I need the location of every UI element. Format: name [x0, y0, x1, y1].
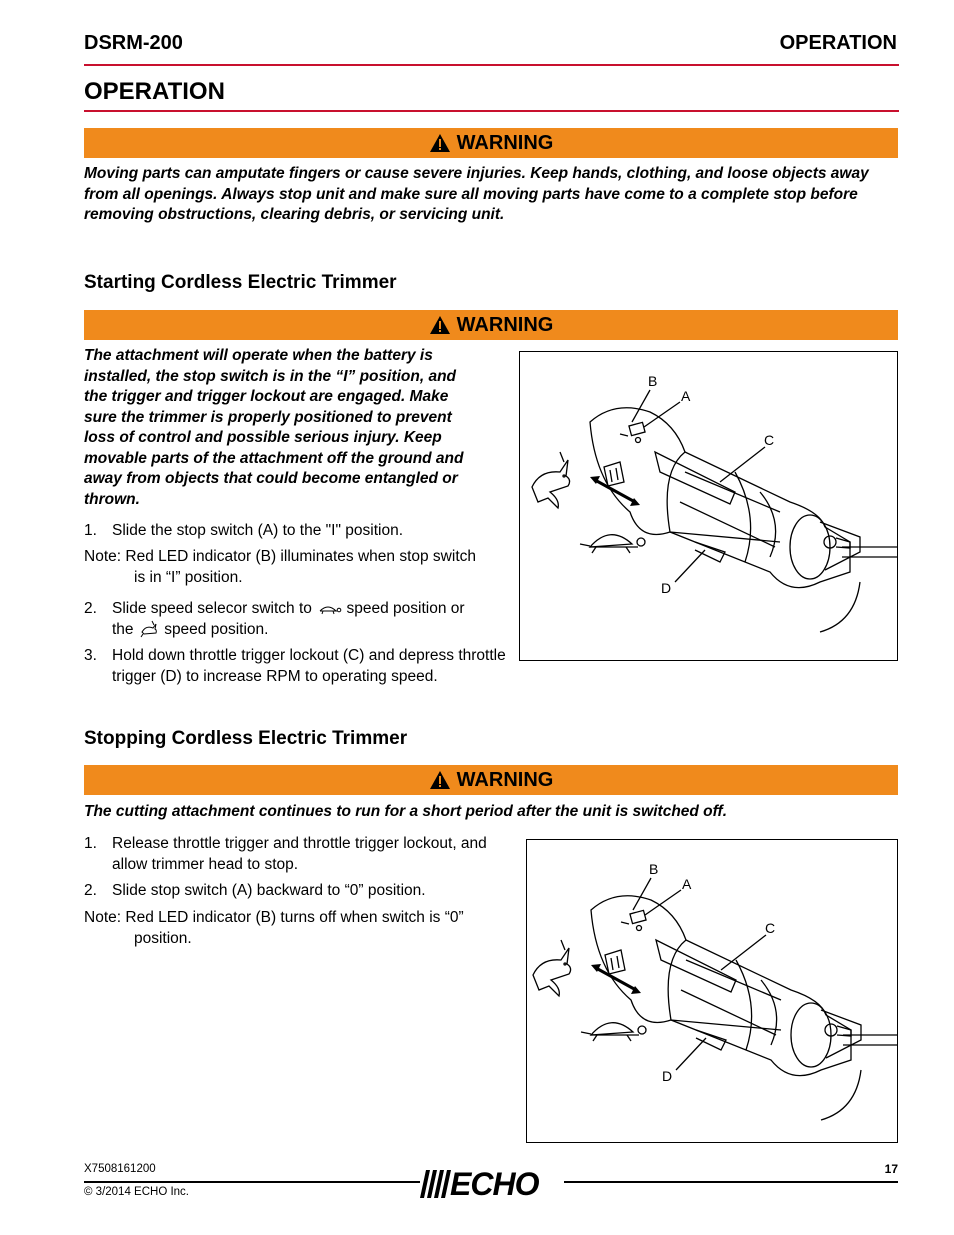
rabbit-icon [138, 620, 160, 638]
header-model: DSRM-200 [84, 32, 183, 54]
callout-c: C [765, 920, 776, 936]
list-item: 2. Slide speed selecor switch to speed position or the speed position. [84, 600, 465, 638]
warning-banner [84, 128, 898, 158]
note: Note: Red LED indicator (B) illuminates when stop switch is in “I” position. [84, 548, 476, 586]
trimmer-handle-figure [526, 839, 898, 1143]
warning-triangle-icon [429, 315, 451, 335]
trimmer-handle-illustration [520, 352, 897, 660]
section-heading-starting: Starting Cordless Electric Trimmer [84, 272, 397, 293]
echo-logo-text: ECHO [450, 1166, 539, 1202]
warning-banner [84, 310, 898, 340]
warning-banner [84, 765, 898, 795]
callout-a: A [682, 876, 692, 892]
page-number: 17 [884, 1162, 898, 1176]
callout-d: D [661, 580, 672, 596]
page-title: OPERATION [84, 78, 225, 105]
header-section: OPERATION [779, 32, 897, 54]
callout-b: B [649, 861, 659, 877]
callout-a: A [681, 388, 691, 404]
trimmer-handle-illustration [527, 840, 897, 1142]
title-rule [84, 110, 899, 112]
list-item: 2. Slide stop switch (A) backward to “0” position. [84, 882, 426, 899]
list-item: 1. Release throttle trigger and throttle trigger lockout, and allow trimmer head to stop. [84, 835, 487, 873]
rabbit-icon [532, 452, 570, 508]
warning-label: WARNING [456, 313, 554, 336]
copyright: © 3/2014 ECHO Inc. [84, 1186, 189, 1198]
list-item: 1. Slide the stop switch (A) to the "I" position. [84, 522, 404, 539]
footer-rule-right [564, 1181, 898, 1183]
turtle-icon [580, 535, 645, 553]
callout-b: B [648, 373, 658, 389]
footer-rule-left [84, 1181, 420, 1183]
warning-label: WARNING [456, 768, 554, 791]
echo-logo [420, 1166, 566, 1202]
warning-triangle-icon [429, 770, 451, 790]
rabbit-icon [533, 940, 571, 996]
callout-c: C [764, 432, 775, 448]
warning-label: WARNING [456, 131, 554, 154]
warning-text: The cutting attachment continues to run for a short period after the unit is switched off. [84, 803, 728, 820]
warning-text: The attachment will operate when the battery is installed, the stop switch is in the “I” position, and the trigger and trigger lockout are engaged. Make sure the trimmer is properly positioned to prevent loss of control and possible serious injury. Keep movable parts of the attachment off the ground and away from objects that could become entangled or thrown. [84, 347, 464, 508]
warning-triangle-icon [429, 133, 451, 153]
callout-d: D [662, 1068, 673, 1084]
note: Note: Red LED indicator (B) turns off when switch is “0” position. [84, 909, 464, 947]
section-heading-stopping: Stopping Cordless Electric Trimmer [84, 728, 408, 749]
turtle-icon [581, 1023, 646, 1041]
list-item: 3. Hold down throttle trigger lockout (C) and depress throttle trigger (D) to increase RPM to operating speed. [84, 647, 506, 685]
turtle-icon [316, 602, 342, 616]
header-rule [84, 64, 899, 66]
warning-text: Moving parts can amputate fingers or cause severe injuries. Keep hands, clothing, and loose objects away from all openings. Always stop unit and make sure all moving parts have come to a complete stop before removing obstructions, clearing debris, or servicing unit. [84, 165, 869, 223]
trimmer-handle-figure [519, 351, 898, 661]
part-number: X7508161200 [84, 1163, 156, 1175]
